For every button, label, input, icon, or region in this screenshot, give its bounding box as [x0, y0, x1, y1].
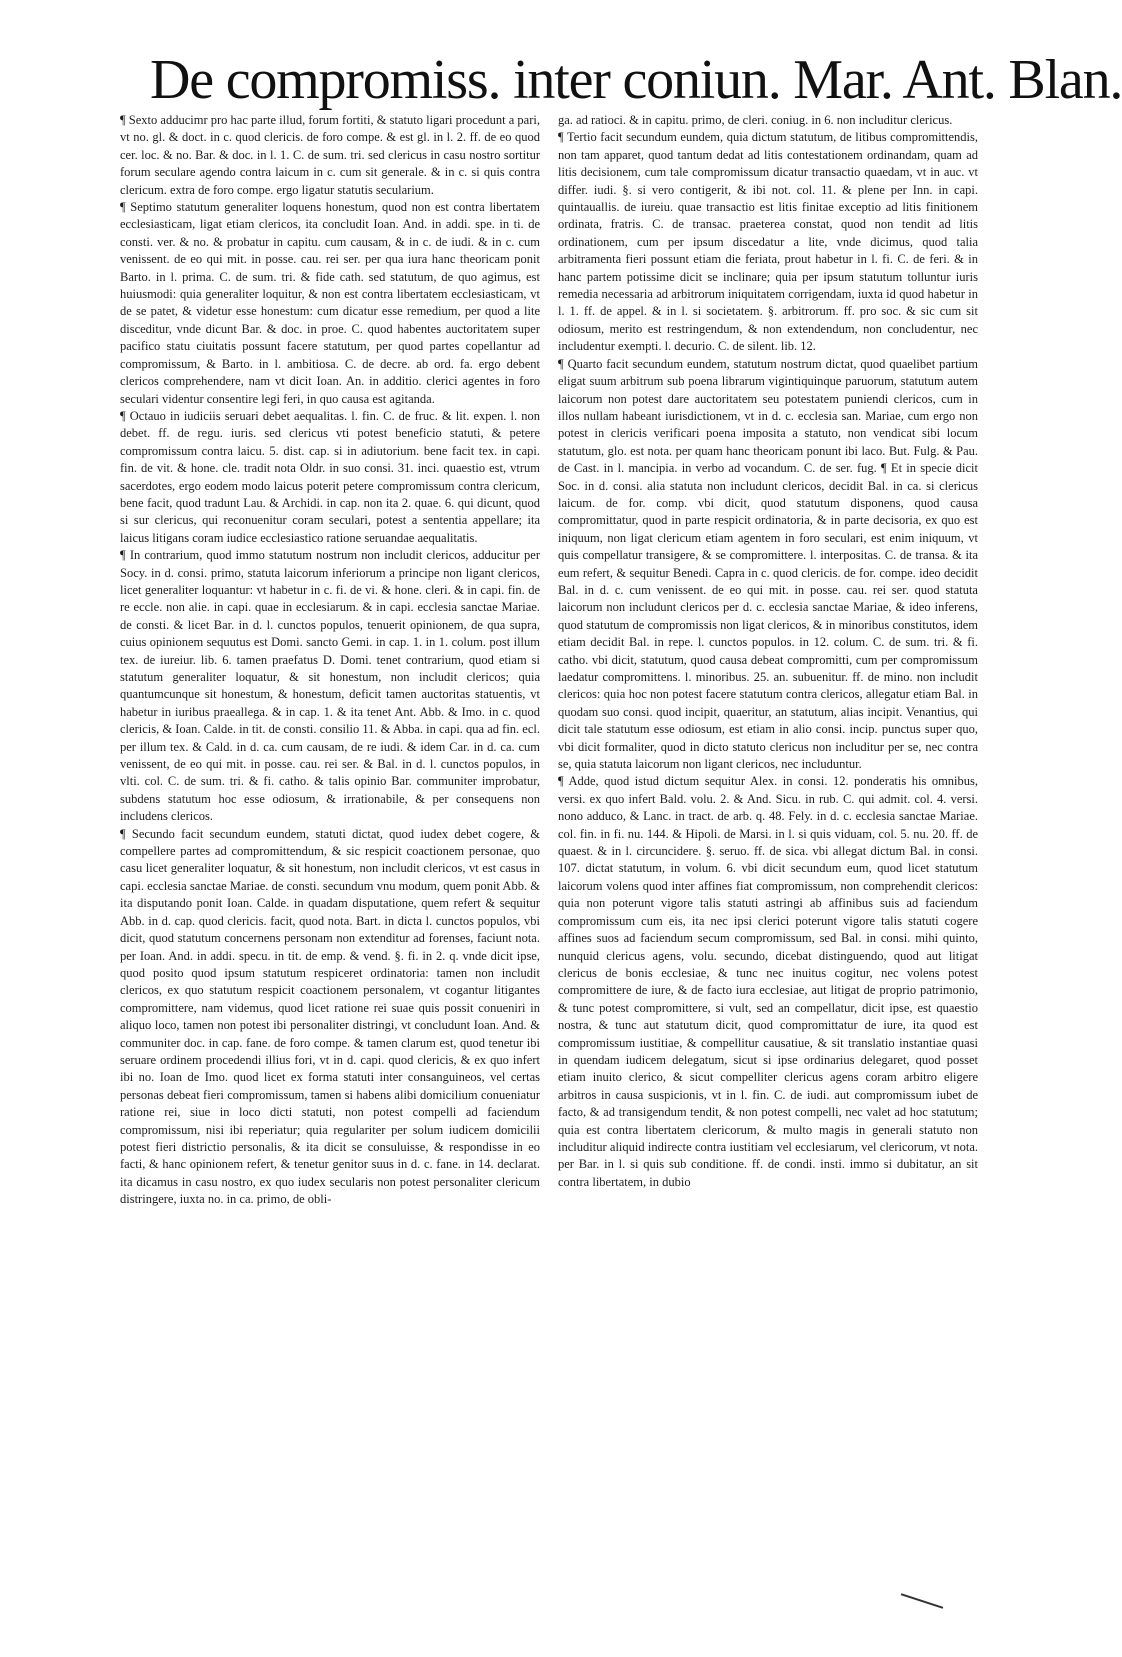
page-header: De compromiss. inter coniun. Mar. Ant. Blan. — [150, 49, 1122, 111]
left-column — [120, 112, 540, 1632]
left-paragraph-3: ¶ Octauo in iudiciis seruari debet aequalitas. l. fin. C. de fruc. & lit. expen. l. non debet. ff. de regu. iuris. sed clericus vti potest beneficio statuti, & petere compromissum contra laicu. 5. dist. cap. si in adiutorium. bene facit tex. in capi. fin. de vit. & hone. cle. tradit nota Oldr. in suo consi. 31. inci. quaestio est, vtrum sacerdotes, ergo eodem modo laicus poterit petere compromissum contra clericum, bene facit, quod tradunt Lau. & Archidi. in cap. non ita 2. quae. 6. qui dicunt, quod si sur clericus, qui reconuenitur coram seculari, potest a sententia appellare; ita laicus litigans coram iudice ecclesiastico ratione seruandae aequalitatis. — [120, 408, 540, 545]
right-paragraph-4: ¶ Adde, quod istud dictum sequitur Alex. in consi. 12. ponderatis his omnibus, versi. ex quo infert Bald. volu. 2. & And. Sicu. in rub. C. qui admit. col. 4. versi. nono adduco, & Lanc. in tract. de arb. q. 48. Fely. in d. c. ecclesia sanctae Mariae. col. fin. in fi. nu. 144. & Hipoli. de Marsi. in l. si quis viduam, col. 5. nu. 20. ff. de quaest. & in l. circuncidere. §. seruo. ff. de sica. vbi allegat dictum Bal. in consi. 107. dictat statutum, in volum. 6. vbi dicit secundum eum, quod licet statutum laicorum volens quod inter affines fiat compromissum, non comprehendit clericos: quia non poterunt vigore talis statuti astringi ab affinibus suis ad faciendum compromissum cum eis, ita nec ipsi clerici poterunt vigore talis statuti cogere affines suos ad faciendum secum compromissum, sed Bal. in consi. mihi quinto, nunquid clericus agens, volu. secundo, dicebat distinguendo, quod aut litigat clericus de bonis ecclesiae, & tunc nec inuitus cogitur, nec volens potest compromittere de iure, & de facto iura ecclesiae, aut litigat de proprio patrimonio, & tunc potest compromittere, si vult, sed an compellatur, dicit ipse, est quaestio nostra, & tunc aut statutum dicit, quod compromittatur de iure, ita quod est compromissum iustitiae, & compellitur causatiue, & sit translatio instantiae quasi in quendam iudicem delegatum, sicut si ipse ordinarius delegaret, quod posset etiam inuito clerico, & sicut compelliter clericus agens coram arbitro eligere arbitros in causa suspicionis, vt in l. fin. C. de iudi. aut compromissum iubet de facto, & ad transigendum tendit, & non potest compelli, nec valet ad hoc statutum; quia est contra libertatem clericorum, & multo magis in generali statuto non includitur aliquid indirecte contra iustitiam vel ecclesiarum, vel clericorum, vt nota. per Bar. in l. si quis sub conditione. ff. de condi. insti. immo si dubitatur, an sit contra libertatem, in dubio — [558, 774, 978, 1189]
left-paragraph-4: ¶ In contrarium, quod immo statutum nostrum non includit clericos, adducitur per Socy. in d. consi. primo, statuta laicorum inferiorum a principe non ligant clericos, licet generaliter loquantur: vt habetur in c. fi. de vi. & hone. cleri. & in capi. fin. de re eccle. non alie. in capi. quae in ecclesiarum. & in capi. ecclesia sanctae Mariae. de consti. & licet Bar. in d. l. cunctos populos, tenuerit opinionem, de qua supra, cuius opinionem sequutus est Domi. sancto Gemi. in cap. 1. in 1. colum. post illum tex. de iureiur. lib. 6. tamen praefatus D. Domi. tenet contrarium, quod etiam si statutum generaliter loquatur, & sit honestum, non includit clericos; quia quantumcunque sit honestum, & honestum, deficit tamen auctoritas statuentis, vt habetur in iuribus praeallega. & in cap. 1. & ita tenet Ant. Abb. & Imo. in c. quod clericis, & Ioan. Calde. in tit. de consti. consilio 11. & Abba. in capi. qua ad fin. ecl. per illum tex. & Cald. in d. ca. cum causam, de re iudi. & idem Car. in d. ca. cum venissent, de eo qui mit. in posse. cau. rei ser. & Bal. in d. l. cunctos populos, in vlti. col. C. de sum. tri. & fi. catho. & talis opinio Bar. communiter improbatur, subdens statutum hoc esse odiosum, & irrationabile, & per consequens non includens clericos. — [120, 548, 540, 824]
right-paragraph-2: ¶ Tertio facit secundum eundem, quia dictum statutum, de litibus compromittendis, non tam apparet, quod tantum dedat ad litis contestationem ordinandam, quam ad litis decisionem, cum tale compromissum dicatur transactio quaedam, vt in auc. vt differ. iudi. §. si vero contigerit, & ibi not. col. 11. & plene per Inn. in capi. quintauallis. de iureiu. quae transactio est litis finitae exceptio ad litis finitionem ordinata, fratris. C. de transac. praeterea constat, quod non tendit ad litis ordinationem, cum per ipsum discedatur a lite, vnde dicimus, quod talia arbitramenta fieri possunt etiam die feriata, prout habetur in l. fi. C. de feri. & in hanc partem potissime dicit se inclinare; quia per ipsum statutum tolluntur iuris remedia necessaria ad arbitrorum iniquitatem corrigendam, iuxta id quod habetur in l. 1. ff. de appel. & in l. si societatem. §. arbitrorum. ff. pro soc. & sic cum sit odiosum, merito est restringendum, & non extendendum, non concludentur, nec includentur exempti. l. decurio. C. de silent. lib. 12. — [558, 130, 978, 354]
left-paragraph-2: ¶ Septimo statutum generaliter loquens honestum, quod non est contra libertatem ecclesiasticam, ligat etiam clericos, ita concludit Ioan. And. in addi. spe. in ti. de consti. ver. & no. & probatur in capitu. cum causam, & in c. de iudi. & in c. cum venissent. de eo qui mit. in posse. cau. rei ser. per qua iura hanc theoricam ponit Barto. in l. prima. C. de sum. tri. & fide cath. sed statutum, de quo agimus, est huiusmodi: quia generaliter loquitur, & non est contra libertatem ecclesiasticam, vt de se patet, & videtur esse honestum: cum dicatur esse remedium, per quod a lite disceditur, vnde dicunt Bar. & doc. in proe. C. quod habentes auctoritatem super pacifico statu ciuitatis possunt facere statutum, per quod partes copellantur ad compromissum, & Barto. in l. ambitiosa. C. de decre. ab ord. fa. ergo debent clericos comprehendere, nam vt dicit Ioan. An. in additio. clerici agentes in foro seculari videntur consentire legi feri, in quo causa est agitanda. — [120, 200, 540, 406]
right-paragraph-1: ga. ad ratioci. & in capitu. primo, de cleri. coniug. in 6. non includitur clericus. — [558, 113, 953, 127]
left-paragraph-5: ¶ Secundo facit secundum eundem, statuti dictat, quod iudex debet cogere, & compellere partes ad compromittendum, & sic respicit coactionem personae, quo casu licet generaliter loquatur, & sit honestum, non includit clericos, vt est casus in capi. ecclesia sanctae Mariae. de consti. secundum vnu modum, quem ponit Abb. & ita disputando ponit Ioan. Calde. in quadam disputatione, quem refert & sequitur Abb. in d. cap. quod clericis. facit, quod nota. Bart. in dicta l. cunctos populos, vbi dicit, quod statutum concernens personam non extenditur ad forenses, faciunt nota. per Ioan. And. in addi. specu. in tit. de emp. & vend. §. fi. in 2. q. vnde dicit ipse, quod posito quod ipsum statutum respiceret ordinatoria: tamen non includit clericos, ex quo statutum respicit coactionem personalem, vt cogantur litigantes compromittere, nam videmus, quod licet ratione rei suae quis possit conueniri in aliquo loco, tamen non potest ibi personaliter distringi, vt concludunt Ioan. And. & communiter doc. in cap. fane. de foro compe. & tamen clarum est, quod tenetur ibi seruare ordinem procedendi illius fori, vt in d. capi. quod clericis, & ex quo infert ibi no. Ioan de Imo. quod licet ex forma statuti inter consanguineos, vel certas personas debeat fieri compromissum, tamen si habens alibi domicilium conueniatur ratione rei, siue in loco dicti statuti, non potest compelli ad faciendum compromissum, nisi ibi reperiatur; quia regulariter per solum iudicem domicilii potest fieri districtio personalis, & ita dicit se consuluisse, & respondisse in eo facti, & hanc opinionem refert, & tenetur genitor suus in d. c. fane. in 14. declarat. ita dicamus in casu nostro, ex quo iudex secularis non potest personaliter clericum distringere, iuxta no. in ca. primo, de obli- — [120, 826, 540, 1207]
right-column — [558, 112, 978, 1632]
left-paragraph-1: ¶ Sexto adducimr pro hac parte illud, forum fortiti, & statuto ligari procedunt a pari, vt no. gl. & doct. in c. quod clericis. de foro compe. & est gl. in l. 2. ff. de eo quod cer. loc. & no. Bar. & doc. in l. 1. C. de sum. tri. sed clericus in casu nostro sortitur forum seculare agendo contra laicum in c. cum sit generale. & in c. si quis contra clericum. extra de foro compe. ergo ligatur statutis secularium. — [120, 113, 540, 197]
right-paragraph-3: ¶ Quarto facit secundum eundem, statutum nostrum dictat, quod quaelibet partium eligat suum arbitrum sub poena librarum vigintiquinque paruorum, statutum autem laicorum non potest dare auctoritatem seu potestatem puniendi clericos, cum in illos nullam habeant iurisdictionem, vt in d. c. ecclesia san. Mariae, cum ergo non potest in clericis verificari poena imposita a statuto, non vendicat sibi locum statutum, glo. est nota. per quam hanc theoricam ponunt ibi laco. But. Fulg. & Pau. de Cast. in l. mancipia. in verbo ad vocandum. C. de ser. fug. ¶ Et in specie dicit Soc. in d. consi. alia statuta non includunt clericos, decidit Bal. in ca. si clericus laicum. de for. comp. vbi dicit, quod statutum disponens, quod causa compromittatur, quod in parte respicit ordinatoria, & in parte decisoria, ex quo est iniquum, non ligat clericum etiam agentem in foro seculari, est enim iniquum, vt quis compellatur transigere, & se compromittere. l. interpositas. C. de transa. & ita eum refert, & sequitur Benedi. Capra in c. quod clericis. de for. compe. ideo decidit Bal. in d. c. cum venissent. de eo qui mit. in posse. cau. rei ser. quod statuta laicorum non includunt clericos per d. c. ecclesia sanctae Mariae, & ideo inferens, quod statutum de compromissis non ligat clericos, & in minoribus constitutos, idem etiam decidit Bal. in repe. l. cunctos populos. in 12. colum. C. de sum. tri. & fi. catho. vbi dicit, statutum, quod causa debeat compromitti, cum per compromissum laedatur compromittens. l. minoribus. 25. an. subuenitur. ff. de mino. non includit clericos: quia hoc non potest facere statutum contra clericos, allegatur etiam Bal. in quodam suo consi. quod incipit, quaeritur, an statutum, alias incipit. Venantius, qui dicit tale statutum esse odiosum, est etiam in alio consi. incip. punctus super quo, vbi dicit formaliter, quod in dicto statuto clericus non includitur per se, nec contra se, quia statuta laicorum non ligant clericos, nec includuntur. — [558, 356, 978, 772]
